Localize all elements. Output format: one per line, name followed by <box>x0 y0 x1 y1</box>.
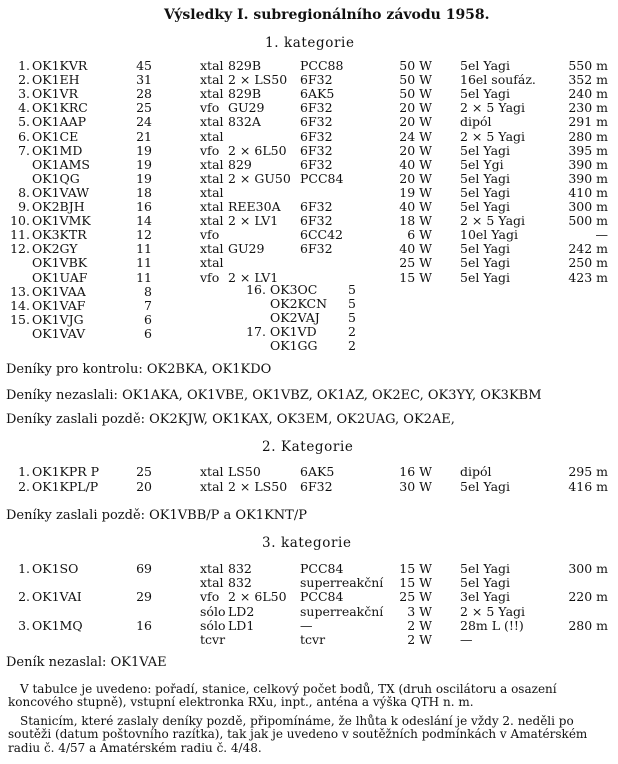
cell-pos: 14. <box>10 297 30 313</box>
cell-power: 20 W <box>399 114 432 130</box>
cell-qth: 295 m <box>568 464 608 479</box>
cell-qth: 230 m <box>568 100 608 116</box>
table-row <box>0 618 618 632</box>
cell-qth: 390 m <box>568 156 608 172</box>
cell-ant: 5el Ygi <box>460 156 504 172</box>
table-row <box>0 213 618 227</box>
category-2-late-note: Deníky zaslali pozdě: OK1VBB/P a OK1KNT/P <box>6 508 307 523</box>
cell-ant: 5el Yagi <box>460 269 511 285</box>
cell-power: 40 W <box>399 199 432 214</box>
cell-pts: 7 <box>144 297 152 313</box>
cell-power: 16 W <box>399 464 432 479</box>
cell-call: OK1VAF <box>32 297 86 313</box>
cell-pos: 17. <box>246 324 266 340</box>
cell-ant: 5el Yagi <box>460 58 511 73</box>
cell-power: 20 W <box>399 170 432 186</box>
cell-power: 25 W <box>399 589 432 605</box>
cell-tube: tcvr <box>300 632 326 647</box>
category-1-heading: 1. kategorie <box>265 35 355 51</box>
logs-not-sent-note: Deníky nezaslali: OK1AKA, OK1VBE, OK1VBZ, OK1AZ, OK2EC, OK3YY, OK3KBM <box>6 388 542 403</box>
cell-tube: 6F32 <box>300 114 333 130</box>
table-row <box>0 589 618 603</box>
cell-pts: 14 <box>136 213 152 229</box>
cell-pts: 25 <box>136 100 152 116</box>
table-row <box>0 227 618 241</box>
cell-tx: 829B <box>228 86 262 102</box>
cell-qth: 291 m <box>568 114 608 130</box>
cell-tube: PCC84 <box>300 561 344 576</box>
table-row <box>0 72 618 86</box>
cell-qth: 395 m <box>568 142 608 158</box>
cell-pts: 2 <box>348 338 356 354</box>
cell-ant: 2 × 5 Yagi <box>460 100 526 116</box>
cell-osc: sólo <box>200 603 226 619</box>
cell-power: 40 W <box>399 241 432 257</box>
cell-pts: 31 <box>136 72 152 88</box>
cell-tx: GU29 <box>228 100 265 116</box>
cell-osc: xtal <box>200 128 224 144</box>
cell-pos: 2. <box>18 478 30 494</box>
cell-pts: 6 <box>144 325 152 341</box>
cell-tube: 6F32 <box>300 128 333 144</box>
cell-pts: 6 <box>144 311 152 327</box>
cell-call: OK2BJH <box>32 199 85 214</box>
cell-tx: 832 <box>228 575 252 591</box>
cell-qth: 352 m <box>568 72 608 88</box>
cell-osc: vfo <box>200 100 220 116</box>
cell-tube: 6AK5 <box>300 86 335 102</box>
cell-pts: 19 <box>136 170 152 186</box>
cell-tube: PCC84 <box>300 589 344 605</box>
table-row <box>0 324 618 338</box>
cell-ant: 5el Yagi <box>460 255 511 271</box>
cell-pos: 2. <box>18 589 30 605</box>
cell-call: OK1VAV <box>32 325 86 341</box>
cell-power: 15 W <box>399 269 432 285</box>
cell-osc: xtal <box>200 213 224 229</box>
cell-pts: 11 <box>136 255 152 271</box>
cell-ant: 10el Yagi <box>460 227 519 243</box>
cell-tube: 6CC42 <box>300 227 343 243</box>
cell-call: OK2GY <box>32 241 78 257</box>
cell-tube: 6F32 <box>300 72 333 88</box>
cell-pos: 7. <box>18 142 30 158</box>
category-3-heading: 3. kategorie <box>262 535 352 551</box>
cell-tx: LD2 <box>228 603 255 619</box>
cell-call: OK1GG <box>270 338 318 354</box>
cell-pos: 4. <box>18 100 30 116</box>
cell-pos: 3. <box>18 617 30 633</box>
cell-ant: 2 × 5 Yagi <box>460 213 526 229</box>
cell-pos: 5. <box>18 114 30 130</box>
footer-paragraph-2: Stanicím, které zaslaly deníky pozdě, připomínáme, že lhůta k odeslání je vždy 2. neděli po soutěži (datum poštovního razítka), tak jak je uvedeno v soutěžních podmínkách v Amatérském radiu č. 4/57 a Amatérském radiu č. 4/48. <box>8 714 588 755</box>
cell-qth: 300 m <box>568 199 608 214</box>
cell-osc: xtal <box>200 478 224 494</box>
cell-power: 15 W <box>399 575 432 591</box>
table-row <box>0 561 618 575</box>
table-row <box>0 114 618 128</box>
cell-power: 15 W <box>399 561 432 576</box>
cell-pos: 3. <box>18 86 30 102</box>
cell-power: 2 W <box>407 617 432 633</box>
cell-call: OK1VD <box>270 324 317 340</box>
cell-tube: 6F32 <box>300 156 333 172</box>
cell-power: 3 W <box>407 603 432 619</box>
table-row <box>0 464 618 478</box>
cell-call: OK3KTR <box>32 227 87 243</box>
cell-pts: 12 <box>136 227 152 243</box>
cell-ant: dipól <box>460 464 492 479</box>
cell-osc: xtal <box>200 255 224 271</box>
cell-ant: 28m L (!!) <box>460 617 524 633</box>
cell-osc: xtal <box>200 184 224 200</box>
table-row <box>0 157 618 171</box>
cell-tube: PCC88 <box>300 58 344 73</box>
cell-pos: 1. <box>18 464 30 479</box>
cell-ant: 5el Yagi <box>460 86 511 102</box>
cell-osc: xtal <box>200 170 224 186</box>
cell-osc: xtal <box>200 114 224 130</box>
cell-ant: 5el Yagi <box>460 575 511 591</box>
cell-power: 50 W <box>399 86 432 102</box>
cell-osc: vfo <box>200 142 220 158</box>
cell-tube: PCC84 <box>300 170 344 186</box>
cell-pos: 1. <box>18 58 30 73</box>
cell-tube: 6F32 <box>300 213 333 229</box>
cell-pts: 8 <box>144 283 152 299</box>
cell-pos: 13. <box>10 283 30 299</box>
cell-osc: xtal <box>200 241 224 257</box>
cell-pts: 19 <box>136 156 152 172</box>
category-3-not-sent-note: Deník nezaslal: OK1VAE <box>6 655 167 670</box>
cell-qth: 550 m <box>568 58 608 73</box>
table-row <box>0 171 618 185</box>
table-row <box>0 632 618 646</box>
cell-qth: 410 m <box>568 184 608 200</box>
cell-pos: 12. <box>10 241 30 257</box>
cell-power: 24 W <box>399 128 432 144</box>
table-row <box>0 575 618 589</box>
cell-pos: 2. <box>18 72 30 88</box>
page-title: Výsledky I. subregionálního závodu 1958. <box>164 7 490 23</box>
cell-ant: 2 × 5 Yagi <box>460 603 526 619</box>
cell-pts: 19 <box>136 142 152 158</box>
cell-tx: LD1 <box>228 617 255 633</box>
cell-call: OK1MQ <box>32 617 83 633</box>
cell-tube: superreakční <box>300 575 384 591</box>
cell-pts: 5 <box>348 310 356 326</box>
cell-osc: xtal <box>200 464 224 479</box>
cell-power: 19 W <box>399 184 432 200</box>
cell-osc: xtal <box>200 156 224 172</box>
cell-osc: xtal <box>200 561 224 576</box>
cell-pts: 16 <box>136 617 152 633</box>
cell-tx: 2 × GU50 <box>228 170 291 186</box>
footer-paragraph-1: V tabulce je uvedeno: pořadí, stanice, celkový počet bodů, TX (druh oscilátoru a osazení koncového stupně), vstupní elektronka RXu, inpt., anténa a výška QTH n. m. <box>8 682 557 710</box>
cell-tx: GU29 <box>228 241 265 257</box>
cell-osc: xtal <box>200 199 224 214</box>
cell-power: 2 W <box>407 632 432 647</box>
cell-call: OK1KRC <box>32 100 88 116</box>
cell-call: OK1KPL/P <box>32 478 99 494</box>
table-row <box>0 185 618 199</box>
cell-pts: 20 <box>136 478 152 494</box>
cell-qth: 242 m <box>568 241 608 257</box>
cell-pos: 9. <box>18 199 30 214</box>
cell-ant: 5el Yagi <box>460 478 511 494</box>
cell-power: 18 W <box>399 213 432 229</box>
cell-ant: 5el Yagi <box>460 142 511 158</box>
cell-qth: 280 m <box>568 128 608 144</box>
cell-pts: 5 <box>348 282 356 297</box>
cell-pts: 25 <box>136 464 152 479</box>
cell-qth: 280 m <box>568 617 608 633</box>
cell-pts: 11 <box>136 241 152 257</box>
cell-pos: 16. <box>246 282 266 297</box>
cell-tube: superreakční <box>300 603 384 619</box>
logs-late-note: Deníky zaslali pozdě: OK2KJW, OK1KAX, OK3EM, OK2UAG, OK2AE, <box>6 412 455 427</box>
cell-call: OK1VAI <box>32 589 82 605</box>
table-row <box>0 86 618 100</box>
cell-power: 30 W <box>399 478 432 494</box>
cell-pos: 11. <box>10 227 30 243</box>
cell-power: 40 W <box>399 156 432 172</box>
cell-call: OK1VR <box>32 86 78 102</box>
cell-qth: — <box>595 227 608 243</box>
cell-power: 20 W <box>399 100 432 116</box>
cell-call: OK1AMS <box>32 156 90 172</box>
cell-osc: xtal <box>200 575 224 591</box>
cell-call: OK3OC <box>270 282 318 297</box>
cell-pts: 2 <box>348 324 356 340</box>
table-row <box>0 282 618 296</box>
cell-qth: 423 m <box>568 269 608 285</box>
table-row <box>0 296 618 310</box>
cell-call: OK1MD <box>32 142 83 158</box>
cell-ant: 5el Yagi <box>460 199 511 214</box>
cell-ant: 5el Yagi <box>460 184 511 200</box>
cell-power: 6 W <box>407 227 432 243</box>
cell-call: OK1KVR <box>32 58 88 73</box>
category-2-heading: 2. Kategorie <box>262 439 354 455</box>
cell-osc: xtal <box>200 72 224 88</box>
cell-tube: 6F32 <box>300 478 333 494</box>
cell-qth: 500 m <box>568 213 608 229</box>
cell-tube: 6F32 <box>300 100 333 116</box>
cell-call: OK1UAF <box>32 269 88 285</box>
cell-qth: 416 m <box>568 478 608 494</box>
cell-pts: 24 <box>136 114 152 130</box>
cell-tube: 6F32 <box>300 241 333 257</box>
cell-call: OK1VBK <box>32 255 88 271</box>
cell-ant: 5el Yagi <box>460 170 511 186</box>
cell-call: OK1AAP <box>32 114 87 130</box>
cell-qth: 250 m <box>568 255 608 271</box>
cell-pos: 1. <box>18 561 30 576</box>
cell-pts: 69 <box>136 561 152 576</box>
cell-osc: tcvr <box>200 632 226 647</box>
table-row <box>0 310 618 324</box>
cell-pts: 16 <box>136 199 152 214</box>
cell-osc: vfo <box>200 227 220 243</box>
table-row <box>0 58 618 72</box>
cell-osc: xtal <box>200 86 224 102</box>
cell-tx: 2 × LV1 <box>228 269 279 285</box>
cell-qth: 390 m <box>568 170 608 186</box>
table-row <box>0 479 618 493</box>
cell-osc: sólo <box>200 617 226 633</box>
cell-tx: 2 × 6L50 <box>228 142 287 158</box>
cell-pts: 21 <box>136 128 152 144</box>
cell-pts: 11 <box>136 269 152 285</box>
cell-ant: dipól <box>460 114 492 130</box>
cell-tx: 2 × 6L50 <box>228 589 287 605</box>
control-logs-note: Deníky pro kontrolu: OK2BKA, OK1KDO <box>6 362 272 377</box>
cell-tx: 829 <box>228 156 252 172</box>
cell-call: OK1QG <box>32 170 80 186</box>
cell-power: 50 W <box>399 58 432 73</box>
cell-ant: 16el soufáz. <box>460 72 536 88</box>
cell-pos: 10. <box>10 213 30 229</box>
cell-tube: 6F32 <box>300 199 333 214</box>
cell-pos: 15. <box>10 311 30 327</box>
cell-call: OK1KPR P <box>32 464 100 479</box>
cell-call: OK1VJG <box>32 311 84 327</box>
table-row <box>0 100 618 114</box>
cell-ant: 5el Yagi <box>460 241 511 257</box>
cell-pts: 45 <box>136 58 152 73</box>
cell-pos: 6. <box>18 128 30 144</box>
cell-tx: 832A <box>228 114 261 130</box>
cell-power: 50 W <box>399 72 432 88</box>
cell-osc: vfo <box>200 589 220 605</box>
cell-pts: 5 <box>348 296 356 312</box>
cell-call: OK1CE <box>32 128 79 144</box>
cell-qth: 220 m <box>568 589 608 605</box>
cell-tx: REE30A <box>228 199 281 214</box>
cell-tx: 2 × LS50 <box>228 478 288 494</box>
cell-pts: 28 <box>136 86 152 102</box>
cell-ant: 3el Yagi <box>460 589 511 605</box>
cell-tube: 6F32 <box>300 142 333 158</box>
cell-qth: 240 m <box>568 86 608 102</box>
table-row <box>0 129 618 143</box>
cell-tx: 2 × LV1 <box>228 213 279 229</box>
cell-qth: 300 m <box>568 561 608 576</box>
cell-call: OK1VAA <box>32 283 86 299</box>
table-row <box>0 255 618 269</box>
table-row <box>0 143 618 157</box>
cell-call: OK2VAJ <box>270 310 320 326</box>
cell-pts: 18 <box>136 184 152 200</box>
cell-osc: xtal <box>200 58 224 73</box>
cell-call: OK1SO <box>32 561 79 576</box>
cell-ant: 2 × 5 Yagi <box>460 128 526 144</box>
cell-osc: vfo <box>200 269 220 285</box>
cell-tx: 829B <box>228 58 262 73</box>
table-row <box>0 604 618 618</box>
cell-power: 25 W <box>399 255 432 271</box>
cell-ant: — <box>460 632 473 647</box>
cell-tube: 6AK5 <box>300 464 335 479</box>
table-row <box>0 338 618 352</box>
table-row <box>0 199 618 213</box>
table-row <box>0 241 618 255</box>
cell-pts: 29 <box>136 589 152 605</box>
cell-tx: 832 <box>228 561 252 576</box>
cell-pos: 8. <box>18 184 30 200</box>
cell-tube: — <box>300 617 313 633</box>
cell-call: OK1VAW <box>32 184 90 200</box>
cell-call: OK1EH <box>32 72 80 88</box>
cell-power: 20 W <box>399 142 432 158</box>
cell-tx: 2 × LS50 <box>228 72 288 88</box>
cell-ant: 5el Yagi <box>460 561 511 576</box>
cell-tx: LS50 <box>228 464 261 479</box>
cell-call: OK1VMK <box>32 213 91 229</box>
cell-call: OK2KCN <box>270 296 328 312</box>
